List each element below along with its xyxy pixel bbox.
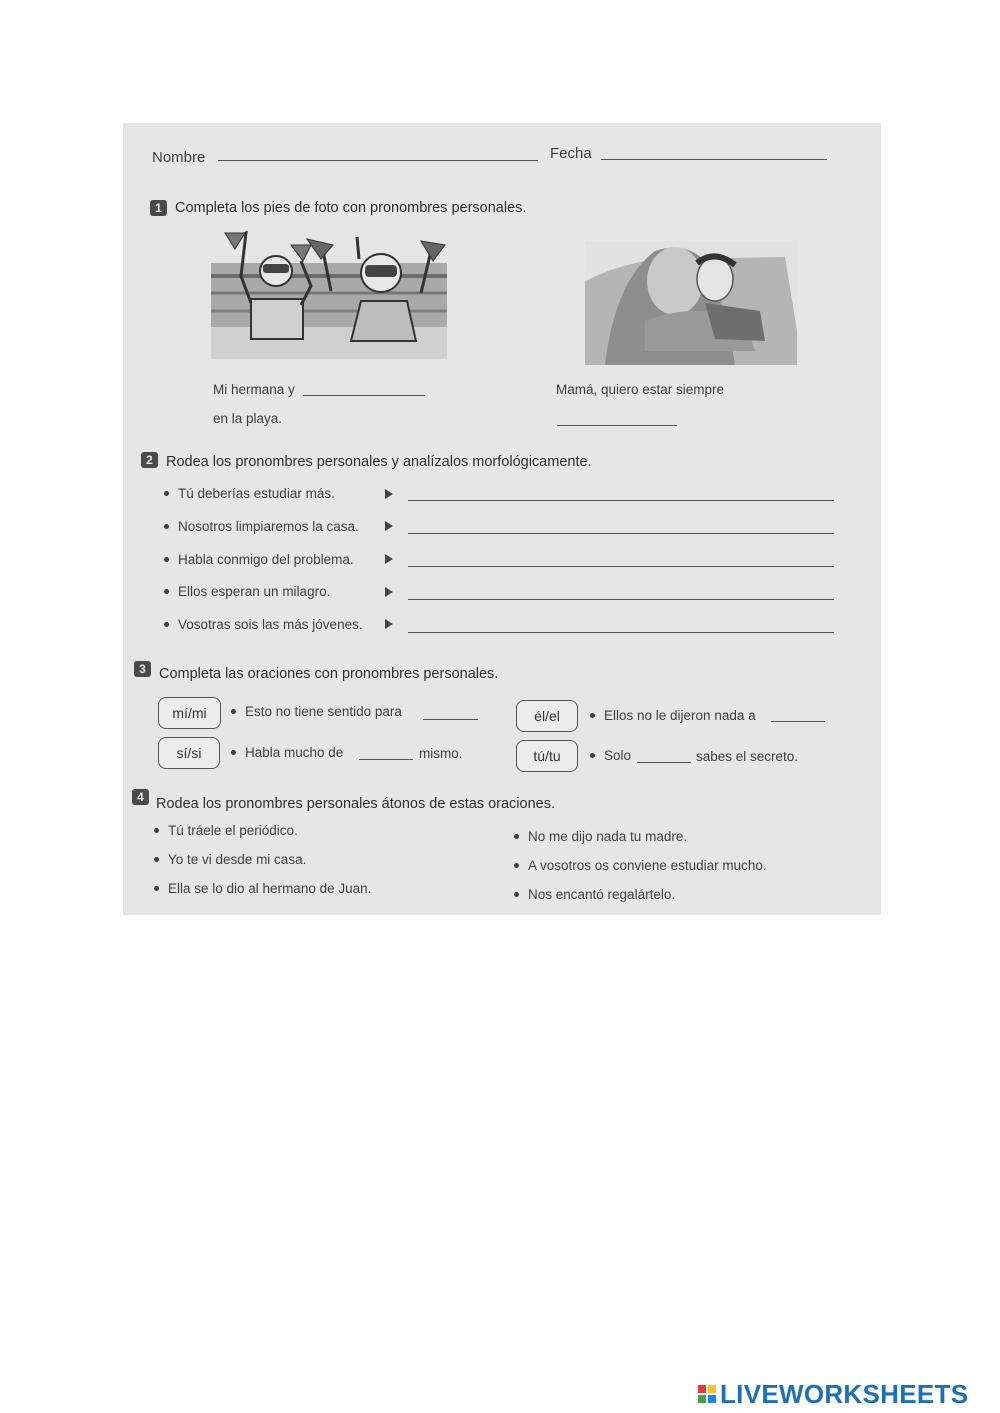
logo-square-green [698,1395,706,1403]
ex3-blank-1[interactable] [423,719,478,720]
logo-mark-icon [698,1385,716,1403]
logo-text: LIVEWORKSHEETS [720,1378,969,1409]
pill-si: sí/si [158,737,220,769]
ex3-sentence-4-end: sabes el secreto. [696,749,799,764]
ex3-sentence-3: Ellos no le dijeron nada a [590,708,756,723]
exercise-1-title: Completa los pies de foto con pronombres personales. [175,200,527,216]
exercise-3-number: 3 [134,661,151,677]
exercise-4-title: Rodea los pronombres personales átonos de estas oraciones. [156,796,555,812]
mother-hug-photo [585,241,797,365]
ex2-item-5: Vosotras sois las más jóvenes. [164,617,363,632]
ex3-blank-2[interactable] [359,759,413,760]
ex4-right-3: Nos encantó regalártelo. [514,887,675,902]
arrow-icon [385,554,393,564]
arrow-icon [385,587,393,597]
date-label: Fecha [550,145,592,162]
exercise-1-number: 1 [150,200,167,216]
arrow-icon [385,521,393,531]
arrow-icon [385,619,393,629]
ex2-answer-line-2[interactable] [408,533,834,534]
ex2-answer-line-5[interactable] [408,632,834,633]
ex4-right-2: A vosotros os conviene estudiar mucho. [514,858,767,873]
exercise-3-title: Completa las oraciones con pronombres personales. [159,666,499,682]
ex3-blank-3[interactable] [771,721,825,722]
caption-left-part1: Mi hermana y [213,382,295,397]
arrow-icon [385,489,393,499]
beach-children-illustration [211,231,447,359]
ex2-answer-line-1[interactable] [408,500,834,501]
ex3-sentence-2-end: mismo. [419,746,463,761]
pill-tu: tú/tu [516,740,578,772]
ex2-item-4: Ellos esperan un milagro. [164,584,330,599]
logo-square-red [698,1385,706,1393]
caption-right-blank[interactable] [557,425,677,426]
liveworksheets-logo[interactable] [698,1378,969,1409]
ex3-sentence-4: Solo [590,748,631,763]
name-line [218,160,538,161]
worksheet-page [123,123,881,915]
logo-square-blue [708,1395,716,1403]
ex2-item-3: Habla conmigo del problema. [164,552,354,567]
caption-right-text: Mamá, quiero estar siempre [556,382,725,397]
pill-mi: mí/mi [158,697,221,729]
ex4-left-1: Tú tráele el periódico. [154,823,298,838]
name-label: Nombre [152,149,206,166]
date-line [601,159,827,160]
logo-square-yellow [708,1385,716,1393]
ex2-item-1: Tú deberías estudiar más. [164,486,335,501]
ex4-left-2: Yo te vi desde mi casa. [154,852,306,867]
exercise-4-number: 4 [132,789,149,805]
caption-left-blank[interactable] [303,395,425,396]
ex2-item-2: Nosotros limpiaremos la casa. [164,519,359,534]
ex3-sentence-1: Esto no tiene sentido para [231,704,402,719]
ex3-blank-4[interactable] [637,762,691,763]
ex2-answer-line-3[interactable] [408,566,834,567]
ex2-answer-line-4[interactable] [408,599,834,600]
ex4-left-3: Ella se lo dio al hermano de Juan. [154,881,371,896]
pill-el: él/el [516,700,578,732]
exercise-2-number: 2 [141,452,158,468]
ex3-sentence-2: Habla mucho de [231,745,343,760]
exercise-2-title: Rodea los pronombres personales y analízalos morfológicamente. [166,454,592,470]
caption-left-part2: en la playa. [213,411,283,426]
ex4-right-1: No me dijo nada tu madre. [514,829,687,844]
